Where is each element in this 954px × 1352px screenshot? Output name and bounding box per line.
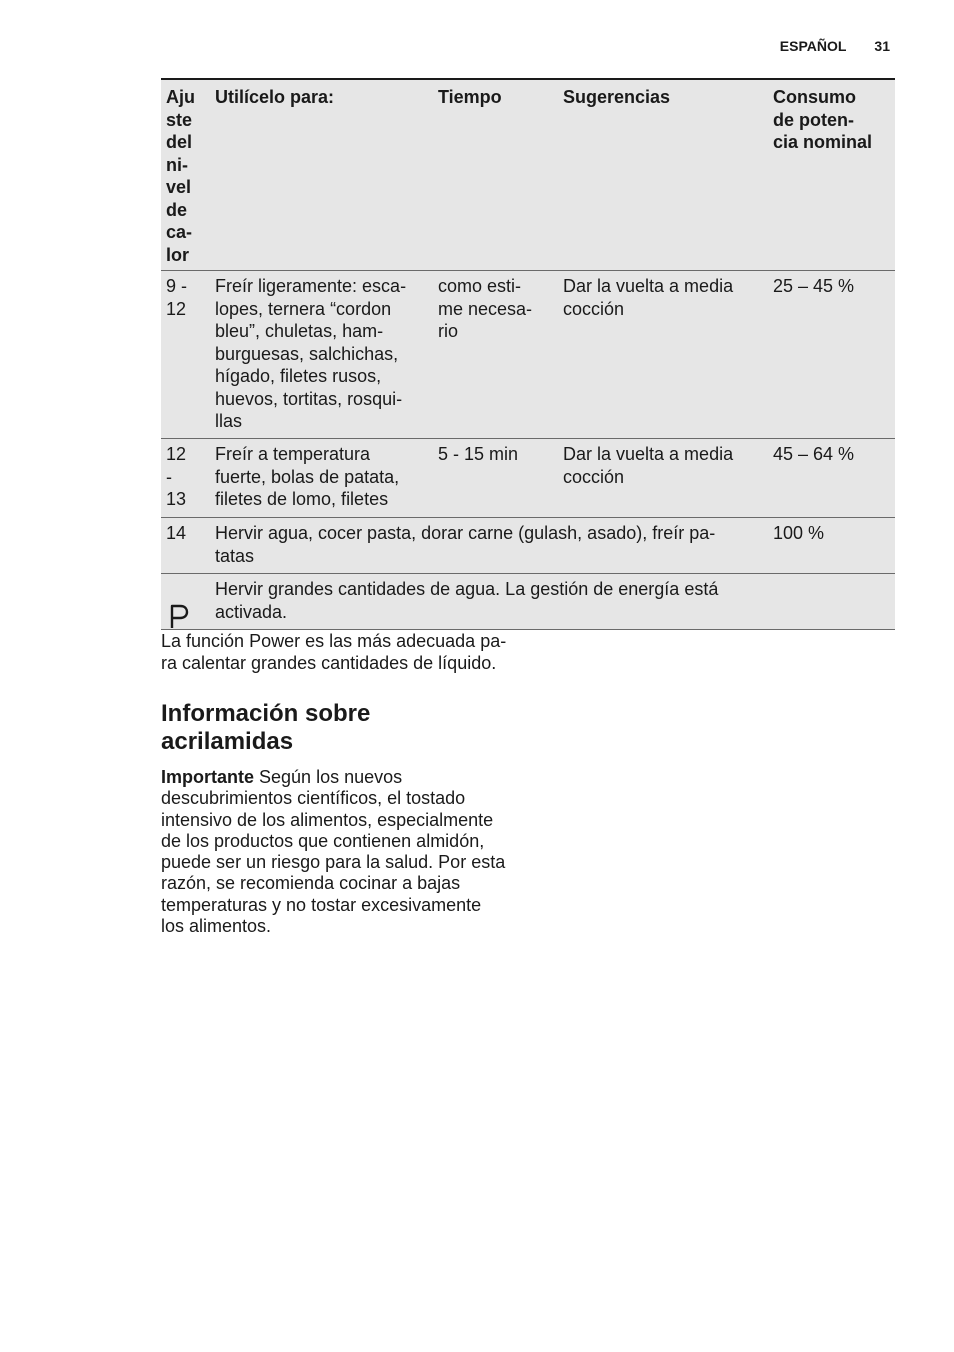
- table-row: [161, 518, 895, 574]
- cell-power: 25 – 45 %: [773, 276, 855, 296]
- section-heading: Información sobre acrilamidas: [161, 700, 371, 755]
- cell-time: como esti- me necesa- rio: [438, 276, 533, 341]
- cell-use: Freír ligeramente: esca- lopes, ternera “cordon bleu”, chuletas, ham- burguesas, salchichas, hígado, filetes rusos, huevos, tortitas, rosqui- llas: [215, 276, 407, 431]
- header-time: Tiempo: [438, 87, 502, 107]
- cell-level: 9 - 12: [166, 276, 188, 319]
- header-use: Utilícelo para:: [215, 87, 335, 107]
- important-label: Importante: [161, 767, 255, 787]
- header-heat-level: Aju ste del ni- vel de ca- lor: [166, 87, 195, 265]
- paragraph-body: Según los nuevos descubrimientos científicos, el tostado intensivo de los alimentos, especialmente de los productos que contienen almidón, puede ser un riesgo para la salud. Por esta razón, se recomienda cocinar a bajas temperaturas y no tostar excesivamente los alimentos.: [161, 767, 506, 937]
- page-header: [760, 38, 890, 54]
- page-number: 31: [874, 38, 890, 54]
- table-row: [161, 574, 895, 630]
- cell-use: Hervir grandes cantidades de agua. La gestión de energía está activada.: [215, 579, 719, 622]
- table-row: [161, 271, 895, 439]
- acrylamide-paragraph: [161, 767, 521, 937]
- power-function-note: La función Power es las más adecuada pa- ra calentar grandes cantidades de líquido.: [161, 631, 507, 673]
- cell-use: Hervir agua, cocer pasta, dorar carne (gulash, asado), freír pa- tatas: [215, 523, 716, 566]
- power-p-icon: [167, 578, 197, 608]
- cell-tips: Dar la vuelta a media cocción: [563, 276, 734, 319]
- heat-settings-table: [161, 78, 895, 630]
- cell-power: 100 %: [773, 523, 825, 543]
- cell-use: Freír a temperatura fuerte, bolas de patata, filetes de lomo, filetes: [215, 444, 400, 509]
- table-header-row: [161, 80, 895, 271]
- cell-tips: Dar la vuelta a media cocción: [563, 444, 734, 487]
- cell-level: 14: [166, 523, 187, 543]
- header-power: Consumo de poten- cia nominal: [773, 87, 873, 152]
- cell-time: 5 - 15 min: [438, 444, 519, 464]
- cell-level: 12 - 13: [166, 444, 187, 509]
- table-row: [161, 439, 895, 518]
- cell-power: 45 – 64 %: [773, 444, 855, 464]
- section-label: ESPAÑOL: [779, 38, 847, 54]
- header-tips: Sugerencias: [563, 87, 671, 107]
